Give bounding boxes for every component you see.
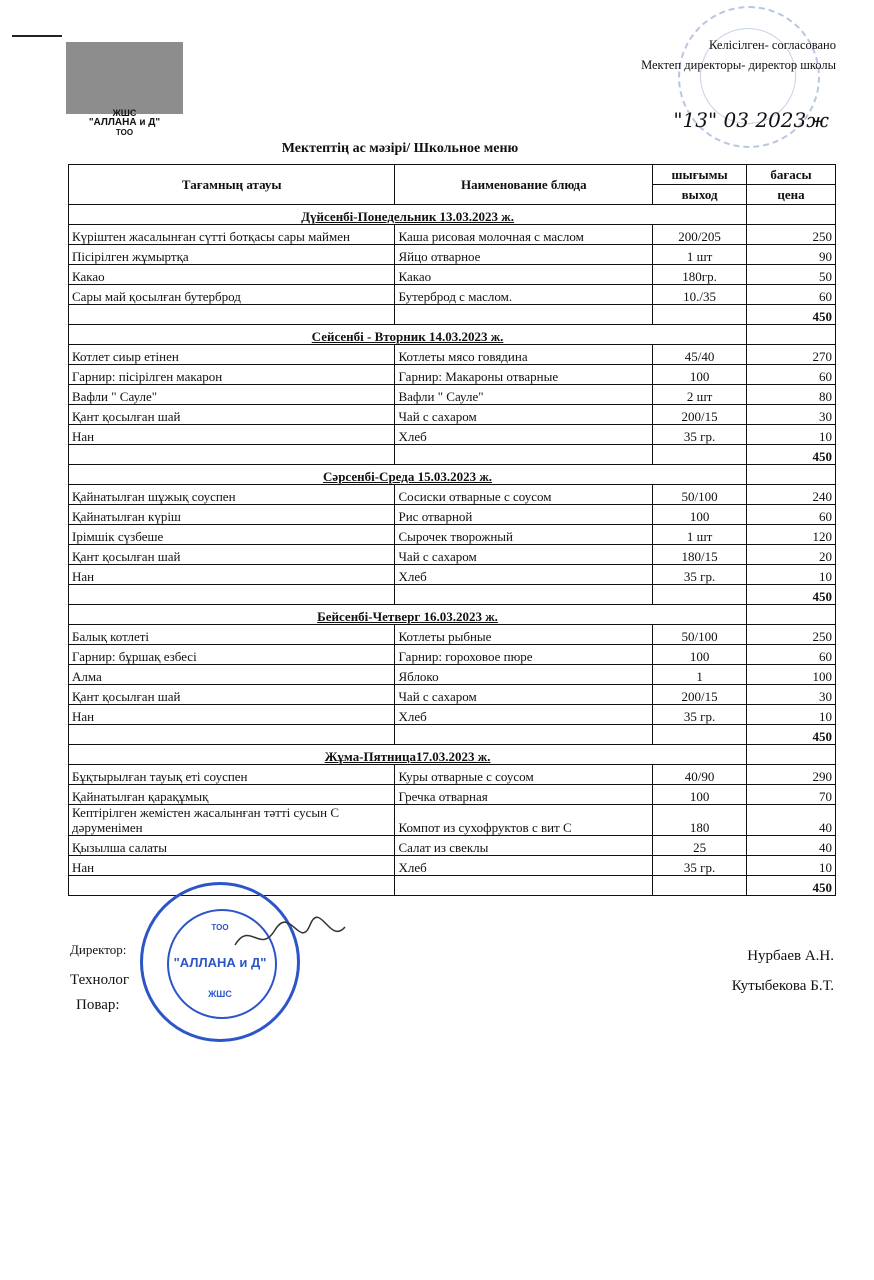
- stamp-center-text: "АЛЛАНА и Д": [173, 955, 267, 970]
- dish-name-ru: Хлеб: [395, 565, 653, 585]
- table-row: [69, 625, 836, 645]
- table-row: [69, 565, 836, 585]
- day-empty-cell: [747, 605, 836, 625]
- logo-text-jshs: ЖШС: [112, 108, 137, 118]
- dish-output: 100: [653, 365, 747, 385]
- dish-name-kz: Кептірілген жемістен жасалынған тәтті сусын С дәруменімен: [69, 805, 395, 836]
- col-header-output-kz: шығымы: [653, 165, 747, 185]
- total-empty-cell: [69, 445, 395, 465]
- total-row: [69, 445, 836, 465]
- dish-name-kz: Гарнир: бұршақ езбесі: [69, 645, 395, 665]
- dish-name-ru: Чай с сахаром: [395, 545, 653, 565]
- dish-output: 1 шт: [653, 525, 747, 545]
- dish-price: 250: [747, 625, 836, 645]
- logo-text-company: "АЛЛАНА и Д": [88, 117, 161, 128]
- dish-name-kz: Қант қосылған шай: [69, 685, 395, 705]
- col-header-output-ru: выход: [653, 185, 747, 205]
- dish-price: 10: [747, 565, 836, 585]
- approval-line-2: Мектеп директоры- директор школы: [641, 58, 836, 72]
- table-row: [69, 545, 836, 565]
- dish-name-kz: Қант қосылған шай: [69, 545, 395, 565]
- dish-name-kz: Нан: [69, 425, 395, 445]
- cook-label: Повар:: [76, 997, 120, 1013]
- day-title: Сейсенбі - Вторник 14.03.2023 ж.: [69, 325, 747, 345]
- day-title: Сәрсенбі-Среда 15.03.2023 ж.: [69, 465, 747, 485]
- total-empty-cell: [69, 305, 395, 325]
- day-empty-cell: [747, 745, 836, 765]
- dish-output: 50/100: [653, 625, 747, 645]
- dish-output: 200/205: [653, 225, 747, 245]
- dish-name-kz: Қант қосылған шай: [69, 405, 395, 425]
- dish-name-kz: Қайнатылған күріш: [69, 505, 395, 525]
- dish-output: 180/15: [653, 545, 747, 565]
- dish-name-ru: Рис отварной: [395, 505, 653, 525]
- dish-price: 40: [747, 805, 836, 836]
- dish-name-kz: Қайнатылған шұжық соуспен: [69, 485, 395, 505]
- dish-name-kz: Алма: [69, 665, 395, 685]
- director-label: Директор:: [70, 942, 127, 957]
- dish-name-kz: Қайнатылған қарақұмық: [69, 785, 395, 805]
- day-total: 450: [747, 725, 836, 745]
- day-empty-cell: [747, 205, 836, 225]
- dish-price: 20: [747, 545, 836, 565]
- dish-name-ru: Сырочек творожный: [395, 525, 653, 545]
- dish-name-ru: Салат из свеклы: [395, 836, 653, 856]
- dish-name-kz: Вафли " Сауле": [69, 385, 395, 405]
- day-title: Жұма-Пятница17.03.2023 ж.: [69, 745, 747, 765]
- approval-date: "13" 03 2023ж: [673, 108, 829, 132]
- dish-price: 10: [747, 425, 836, 445]
- dish-name-ru: Сосиски отварные с соусом: [395, 485, 653, 505]
- stamp-bottom-text: ЖШС: [208, 989, 232, 999]
- day-total: 450: [747, 876, 836, 896]
- dish-price: 60: [747, 645, 836, 665]
- table-row: [69, 836, 836, 856]
- dish-price: 270: [747, 345, 836, 365]
- dish-price: 60: [747, 285, 836, 305]
- day-row: [69, 745, 836, 765]
- header-row: [69, 165, 836, 185]
- dish-output: 200/15: [653, 405, 747, 425]
- dish-output: 50/100: [653, 485, 747, 505]
- dish-price: 60: [747, 505, 836, 525]
- total-empty-cell: [653, 725, 747, 745]
- total-empty-cell: [653, 445, 747, 465]
- top-left-line: [12, 35, 62, 37]
- dish-name-kz: Күріштен жасалынған сүтті ботқасы сары маймен: [69, 225, 395, 245]
- dish-price: 50: [747, 265, 836, 285]
- dish-name-kz: Пісірілген жұмыртқа: [69, 245, 395, 265]
- company-logo: [66, 42, 183, 114]
- approval-line-1: Келісілген- согласовано: [709, 38, 836, 52]
- dish-name-kz: Нан: [69, 856, 395, 876]
- total-empty-cell: [653, 305, 747, 325]
- dish-name-ru: Компот из сухофруктов с вит С: [395, 805, 653, 836]
- page-title: Мектептің ас мәзірі/ Школьное меню: [281, 141, 519, 156]
- dish-price: 100: [747, 665, 836, 685]
- table-row: [69, 245, 836, 265]
- dish-name-ru: Хлеб: [395, 705, 653, 725]
- dish-price: 10: [747, 856, 836, 876]
- dish-name-ru: Вафли " Сауле": [395, 385, 653, 405]
- table-row: [69, 685, 836, 705]
- dish-name-kz: Котлет сиыр етінен: [69, 345, 395, 365]
- table-row: [69, 665, 836, 685]
- dish-output: 100: [653, 785, 747, 805]
- dish-price: 120: [747, 525, 836, 545]
- dish-name-ru: Котлеты мясо говядина: [395, 345, 653, 365]
- day-total: 450: [747, 585, 836, 605]
- table-row: [69, 345, 836, 365]
- dish-name-kz: Гарнир: пісірілген макарон: [69, 365, 395, 385]
- dish-output: 180: [653, 805, 747, 836]
- dish-name-kz: Қызылша салаты: [69, 836, 395, 856]
- dish-output: 40/90: [653, 765, 747, 785]
- dish-output: 200/15: [653, 685, 747, 705]
- company-stamp: [140, 882, 300, 1042]
- table-row: [69, 485, 836, 505]
- dish-name-ru: Яйцо отварное: [395, 245, 653, 265]
- table-row: [69, 405, 836, 425]
- dish-name-kz: Нан: [69, 705, 395, 725]
- total-row: [69, 725, 836, 745]
- dish-name-kz: Нан: [69, 565, 395, 585]
- dish-price: 30: [747, 685, 836, 705]
- dish-output: 10./35: [653, 285, 747, 305]
- col-header-ru: Наименование блюда: [395, 165, 653, 205]
- col-header-price-kz: бағасы: [747, 165, 836, 185]
- dish-name-kz: Какао: [69, 265, 395, 285]
- technologist-label: Технолог: [70, 972, 130, 988]
- dish-name-ru: Хлеб: [395, 425, 653, 445]
- dish-price: 80: [747, 385, 836, 405]
- dish-name-ru: Гречка отварная: [395, 785, 653, 805]
- day-row: [69, 205, 836, 225]
- day-empty-cell: [747, 325, 836, 345]
- dish-name-ru: Гарнир: гороховое пюре: [395, 645, 653, 665]
- dish-output: 25: [653, 836, 747, 856]
- total-empty-cell: [395, 305, 653, 325]
- dish-output: 1: [653, 665, 747, 685]
- total-empty-cell: [395, 876, 653, 896]
- dish-price: 10: [747, 705, 836, 725]
- dish-name-ru: Котлеты рыбные: [395, 625, 653, 645]
- dish-name-kz: Балық котлеті: [69, 625, 395, 645]
- dish-price: 290: [747, 765, 836, 785]
- dish-name-ru: Бутерброд с маслом.: [395, 285, 653, 305]
- total-row: [69, 305, 836, 325]
- table-row: [69, 285, 836, 305]
- table-row: [69, 225, 836, 245]
- dish-output: 100: [653, 645, 747, 665]
- dish-price: 250: [747, 225, 836, 245]
- day-total: 450: [747, 305, 836, 325]
- day-row: [69, 465, 836, 485]
- menu-table: [68, 164, 836, 896]
- day-title: Дүйсенбі-Понедельник 13.03.2023 ж.: [69, 205, 747, 225]
- dish-name-ru: Яблоко: [395, 665, 653, 685]
- table-row: [69, 856, 836, 876]
- dish-output: 1 шт: [653, 245, 747, 265]
- day-row: [69, 325, 836, 345]
- dish-name-kz: Ірімшік сүзбеше: [69, 525, 395, 545]
- total-row: [69, 585, 836, 605]
- dish-price: 90: [747, 245, 836, 265]
- day-row: [69, 605, 836, 625]
- total-empty-cell: [395, 725, 653, 745]
- dish-price: 40: [747, 836, 836, 856]
- total-empty-cell: [395, 445, 653, 465]
- total-empty-cell: [395, 585, 653, 605]
- technologist-name: Кутыбекова Б.Т.: [731, 978, 834, 994]
- table-row: [69, 705, 836, 725]
- col-header-kz: Тағамның атауы: [69, 165, 395, 205]
- day-title: Бейсенбі-Четверг 16.03.2023 ж.: [69, 605, 747, 625]
- dish-name-ru: Куры отварные с соусом: [395, 765, 653, 785]
- table-row: [69, 805, 836, 836]
- day-empty-cell: [747, 465, 836, 485]
- table-row: [69, 385, 836, 405]
- dish-output: 100: [653, 505, 747, 525]
- dish-name-ru: Хлеб: [395, 856, 653, 876]
- dish-price: 60: [747, 365, 836, 385]
- table-row: [69, 765, 836, 785]
- total-empty-cell: [69, 585, 395, 605]
- dish-name-kz: Сары май қосылған бутерброд: [69, 285, 395, 305]
- table-row: [69, 785, 836, 805]
- table-row: [69, 425, 836, 445]
- table-row: [69, 265, 836, 285]
- dish-output: 2 шт: [653, 385, 747, 405]
- director-name: Нурбаев А.Н.: [747, 948, 834, 964]
- dish-name-kz: Бұқтырылған тауық еті соуспен: [69, 765, 395, 785]
- dish-output: 35 гр.: [653, 856, 747, 876]
- dish-name-ru: Гарнир: Макароны отварные: [395, 365, 653, 385]
- dish-output: 35 гр.: [653, 565, 747, 585]
- dish-output: 35 гр.: [653, 425, 747, 445]
- table-row: [69, 365, 836, 385]
- total-empty-cell: [653, 876, 747, 896]
- dish-name-ru: Каша рисовая молочная с маслом: [395, 225, 653, 245]
- logo-text-too: ТОО: [115, 128, 134, 137]
- total-empty-cell: [69, 725, 395, 745]
- day-total: 450: [747, 445, 836, 465]
- table-row: [69, 505, 836, 525]
- dish-output: 35 гр.: [653, 705, 747, 725]
- stamp-top-text: ТОО: [211, 923, 229, 932]
- dish-output: 45/40: [653, 345, 747, 365]
- table-row: [69, 645, 836, 665]
- dish-price: 30: [747, 405, 836, 425]
- dish-name-ru: Чай с сахаром: [395, 405, 653, 425]
- dish-name-ru: Чай с сахаром: [395, 685, 653, 705]
- total-empty-cell: [653, 585, 747, 605]
- signature: [230, 915, 350, 960]
- table-row: [69, 525, 836, 545]
- dish-price: 240: [747, 485, 836, 505]
- dish-output: 180гр.: [653, 265, 747, 285]
- dish-name-ru: Какао: [395, 265, 653, 285]
- col-header-price-ru: цена: [747, 185, 836, 205]
- dish-price: 70: [747, 785, 836, 805]
